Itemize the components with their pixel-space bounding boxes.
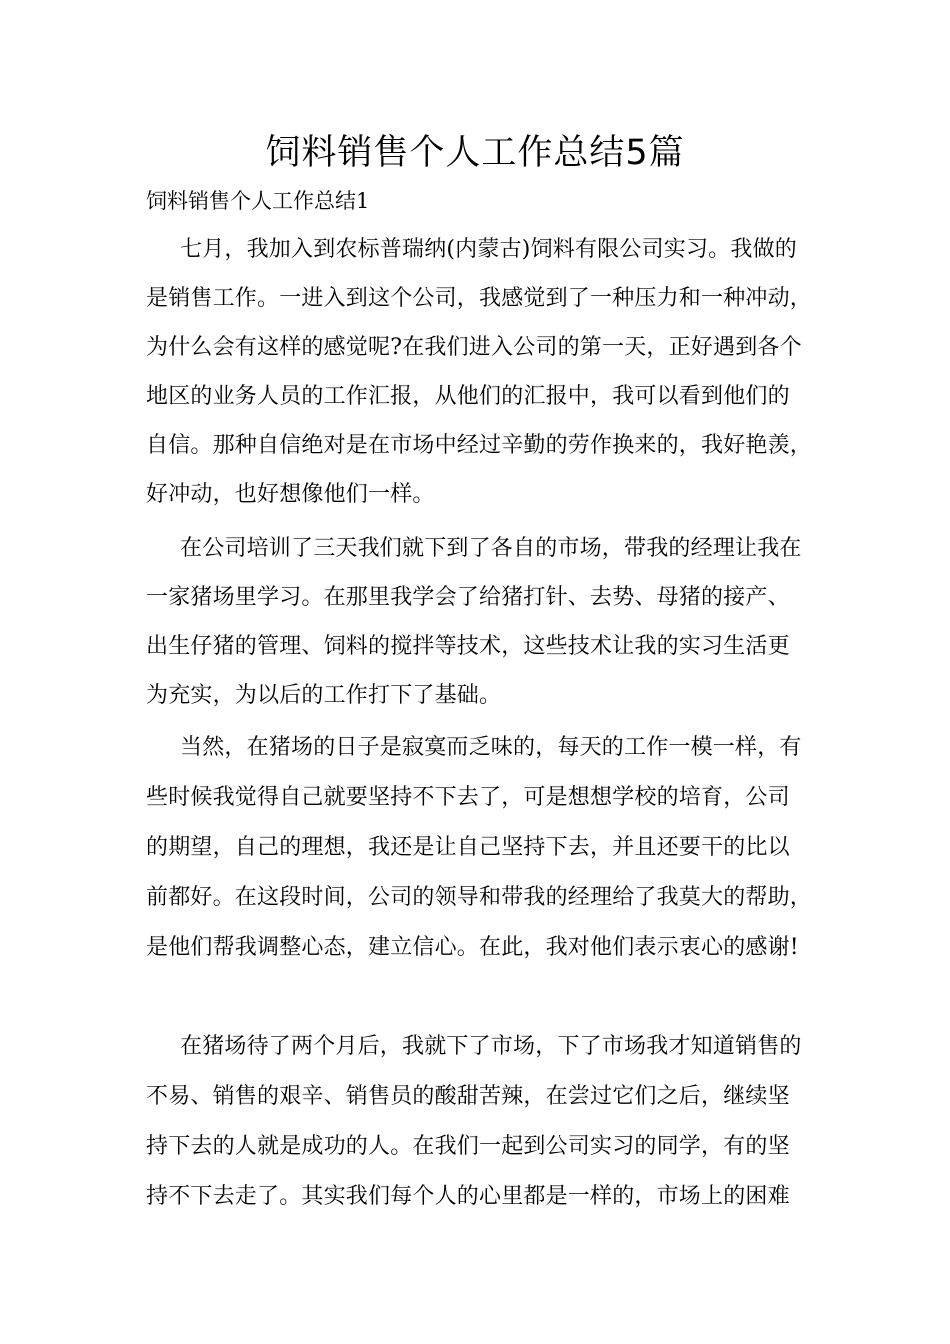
paragraph-line: 出生仔猪的管理、饲料的搅拌等技术，这些技术让我的实习生活更 (146, 634, 790, 659)
paragraph-line: 是他们帮我调整心态，建立信心。在此，我对他们表示衷心的感谢! (146, 935, 799, 960)
paragraph-line: 的期望，自己的理想，我还是让自己坚持下去，并且还要干的比以 (146, 835, 790, 860)
paragraph-line: 自信。那种自信绝对是在市场中经过辛勤的劳作换来的，我好艳羡， (146, 433, 813, 458)
paragraph-line: 地区的业务人员的工作汇报，从他们的汇报中，我可以看到他们的 (146, 384, 790, 409)
paragraph-line: 些时候我觉得自己就要坚持不下去了，可是想想学校的培育，公司 (146, 785, 790, 810)
paragraph-line: 为什么会有这样的感觉呢?在我们进入公司的第一天，正好遇到各个 (146, 335, 802, 360)
paragraph-line: 一家猪场里学习。在那里我学会了给猪打针、去势、母猪的接产、 (146, 585, 790, 610)
paragraph-line: 是销售工作。一进入到这个公司，我感觉到了一种压力和一种冲动， (146, 286, 813, 311)
paragraph-line: 在公司培训了三天我们就下到了各自的市场，带我的经理让我在 (180, 536, 802, 561)
paragraph-line: 持不下去走了。其实我们每个人的心里都是一样的，市场上的困难 (146, 1184, 790, 1209)
paragraph-line: 在猪场待了两个月后，我就下了市场，下了市场我才知道销售的 (180, 1034, 802, 1059)
paragraph-1 (0, 230, 950, 510)
document-title: 饲料销售个人工作总结5篇 (265, 133, 685, 173)
paragraph-4 (0, 1027, 950, 1227)
paragraph-line: 不易、销售的艰辛、销售员的酸甜苦辣，在尝过它们之后，继续坚 (146, 1084, 790, 1109)
paragraph-line: 前都好。在这段时间，公司的领导和带我的经理给了我莫大的帮助， (146, 885, 813, 910)
paragraph-line: 七月，我加入到农标普瑞纳(内蒙古)饲料有限公司实习。我做的 (180, 237, 797, 262)
paragraph-line: 持下去的人就是成功的人。在我们一起到公司实习的同学，有的坚 (146, 1134, 790, 1159)
section-subtitle: 饲料销售个人工作总结1 (146, 189, 370, 213)
paragraph-3 (0, 728, 950, 968)
paragraph-line: 好冲动，也好想像他们一样。 (146, 482, 435, 507)
paragraph-2 (0, 529, 950, 719)
paragraph-line: 当然，在猪场的日子是寂寞而乏味的，每天的工作一模一样，有 (180, 735, 802, 760)
paragraph-line: 为充实，为以后的工作打下了基础。 (146, 683, 502, 708)
